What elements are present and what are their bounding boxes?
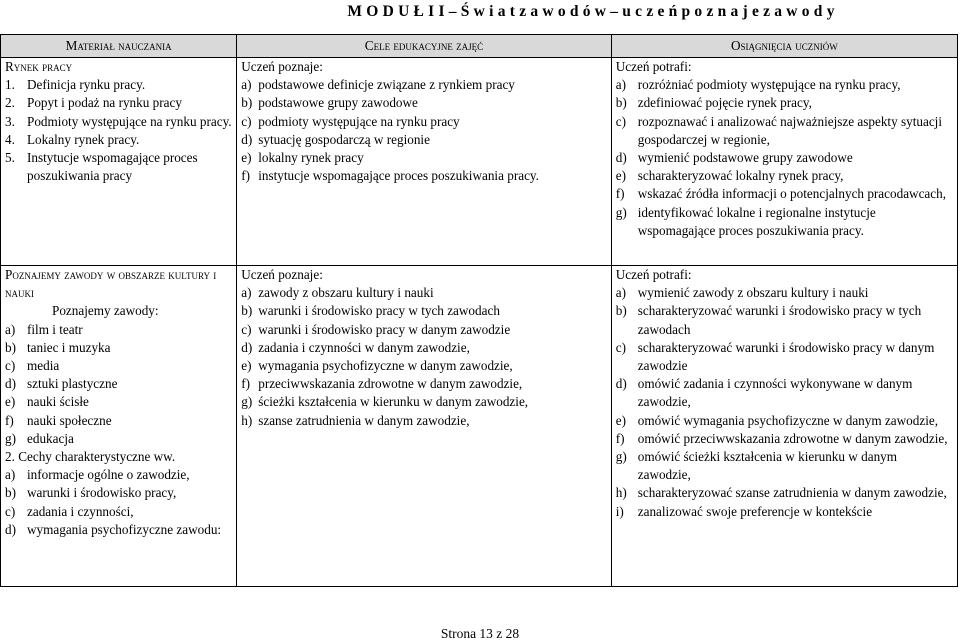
list-item (616, 375, 953, 411)
list-text: scharakteryzować warunki i środowisko pracy w tych zawodach (637, 303, 922, 337)
list-text: omówić wymagania psychofizyczne w danym zawodzie, (637, 412, 939, 428)
page-number: Strona 13 z 28 (440, 626, 520, 641)
list-item (616, 430, 953, 448)
list-text: zanalizować swoje preferencje w kontekście (637, 503, 873, 519)
list-marker: c) (615, 113, 626, 129)
list-marker: g) (241, 394, 253, 410)
list-marker: c) (5, 503, 16, 519)
list-text: podstawowe definicje związane z rynkiem pracy (258, 77, 515, 93)
list-item (241, 393, 607, 411)
list-item (241, 167, 607, 185)
list-text: scharakteryzować warunki i środowisko pracy w danym zawodzie (637, 339, 935, 374)
list-item (5, 466, 232, 484)
list-text: taniec i muzyka (27, 339, 111, 355)
list-text: scharakteryzować lokalny rynek pracy, (637, 168, 844, 184)
list-text: Podmioty występujące na rynku pracy. (27, 113, 232, 129)
achievements-lead: Uczeń potrafi: (615, 267, 692, 282)
list-text: wymagania psychofizyczne zawodu: (27, 521, 222, 537)
list-marker: f) (5, 412, 14, 428)
list-item (5, 393, 232, 411)
list-text: identyfikować lokalne i regionalne instytucje wspomagające proces poszukiwania pracy. (637, 204, 876, 238)
list-item (616, 113, 953, 149)
list-item (616, 185, 953, 203)
list-marker: 5. (5, 150, 15, 166)
list-marker: d) (615, 376, 627, 392)
list-item (241, 94, 607, 112)
list-marker: d) (615, 150, 627, 166)
header-achievements: Osiągnięcia uczniów (611, 35, 957, 58)
list-text: warunki i środowisko pracy w danym zawodzie (258, 321, 511, 337)
curriculum-table (0, 34, 958, 587)
list-text: zadania i czynności w danym zawodzie, (258, 339, 470, 355)
list-text: rozpoznawać i analizować najważniejsze aspekty sytuacji gospodarczej w regionie, (637, 113, 942, 147)
list-marker: 3. (5, 113, 15, 129)
list-text: nauki społeczne (27, 412, 112, 428)
list-item (616, 302, 953, 338)
list-marker: f) (241, 376, 251, 392)
list-item (241, 149, 607, 167)
row2-goals-cell (237, 266, 612, 587)
module-title (0, 3, 960, 21)
list-text: zawody z obszaru kultury i nauki (258, 285, 434, 301)
point-2: 2. Cechy charakterystyczne ww. (5, 449, 176, 465)
list-item (241, 76, 607, 94)
list-marker: f) (241, 168, 251, 184)
list-item (5, 321, 232, 339)
list-item (241, 131, 607, 149)
list-marker: d) (241, 131, 253, 147)
list-marker: d) (241, 339, 253, 355)
list-marker: a) (241, 285, 252, 301)
list-text: wskazać źródła informacji o potencjalnych pracodawcach, (637, 186, 947, 202)
list-item (616, 149, 953, 167)
section-title: Rynek pracy (5, 59, 73, 74)
list-text: podstawowe grupy zawodowe (258, 95, 418, 111)
list-marker: d) (5, 521, 16, 537)
list-text: warunki i środowisko pracy w tych zawodach (258, 303, 500, 319)
list-text: Lokalny rynek pracy. (27, 131, 140, 147)
list-item (616, 204, 953, 240)
list-marker: d) (5, 376, 16, 392)
list-marker: e) (241, 150, 252, 166)
list-text: omówić przeciwwskazania zdrowotne w danym zawodzie, (637, 430, 948, 446)
list-text: sztuki plastyczne (27, 376, 118, 392)
list-marker: a) (5, 467, 16, 483)
list-marker: 1. (5, 77, 15, 93)
list-text: instytucje wspomagające proces poszukiwania pracy. (258, 168, 539, 184)
list-marker: h) (615, 485, 627, 501)
list-marker: c) (241, 321, 252, 337)
list-marker: g) (615, 204, 627, 220)
list-marker: c) (241, 113, 252, 129)
list-marker: f) (615, 186, 625, 202)
goals-lead: Uczeń poznaje: (241, 59, 323, 74)
list-item (241, 412, 607, 430)
list-item (616, 412, 953, 430)
list-text: zdefiniować pojęcie rynek pracy, (637, 95, 812, 111)
achievements-lead: Uczeń potrafi: (615, 59, 692, 74)
list-item (241, 339, 607, 357)
list-marker: g) (615, 449, 627, 465)
list-text: wymagania psychofizyczne w danym zawodzie, (258, 358, 513, 374)
list-marker: e) (5, 394, 16, 410)
header-goals: Cele edukacyjne zajęć (237, 35, 612, 58)
list-text: nauki ścisłe (27, 394, 89, 410)
list-marker: i) (615, 503, 624, 519)
list-text: film i teatr (27, 321, 83, 337)
list-item (241, 113, 607, 131)
list-item (5, 503, 232, 521)
list-text: rozróżniać podmioty występujące na rynku pracy, (637, 77, 901, 93)
row1-material-cell (1, 58, 237, 266)
list-item (241, 321, 607, 339)
list-marker: c) (5, 358, 16, 374)
list-item (616, 448, 953, 484)
row1-goals-cell (237, 58, 612, 266)
list-text: Instytucje wspomagające proces poszukiwania pracy (27, 150, 198, 184)
list-text: szanse zatrudnienia w danym zawodzie, (258, 412, 470, 428)
list-marker: a) (615, 77, 626, 93)
list-item (5, 149, 232, 185)
list-item (616, 94, 953, 112)
achievements-list (616, 284, 953, 521)
list-item (5, 357, 232, 375)
list-marker: e) (615, 412, 626, 428)
list-text: media (27, 358, 60, 374)
list-marker: b) (615, 303, 627, 319)
list-item (5, 521, 232, 539)
list-item (616, 484, 953, 502)
table-header-row (1, 35, 958, 58)
table-row (1, 266, 958, 587)
list-item (5, 131, 232, 149)
material-list (5, 76, 232, 185)
list-marker: g) (5, 430, 16, 446)
list-text: edukacja (27, 430, 74, 446)
list-marker: b) (5, 485, 16, 501)
list-marker: 4. (5, 131, 15, 147)
list-marker: a) (241, 77, 252, 93)
material-sublist (5, 466, 232, 539)
list-text: wymienić podstawowe grupy zawodowe (637, 150, 853, 166)
list-item (5, 76, 232, 94)
goals-list (241, 76, 607, 185)
table-row (1, 58, 958, 266)
list-text: omówić ścieżki kształcenia w kierunku w danym zawodzie, (637, 449, 898, 483)
list-item (5, 484, 232, 502)
list-text: informacje ogólne o zawodzie, (27, 467, 190, 483)
list-item (616, 284, 953, 302)
list-text: Popyt i podaż na rynku pracy (27, 95, 182, 111)
list-marker: a) (615, 285, 626, 301)
list-item (616, 503, 953, 521)
goals-list (241, 284, 607, 430)
list-item (5, 375, 232, 393)
header-material: Materiał nauczania (1, 35, 237, 58)
row1-achievements-cell (611, 58, 957, 266)
list-marker: b) (615, 95, 627, 111)
list-text: sytuację gospodarczą w regionie (258, 131, 430, 147)
list-item (616, 167, 953, 185)
list-marker: a) (5, 321, 16, 337)
list-text: omówić zadania i czynności wykonywane w danym zawodzie, (637, 376, 913, 410)
list-text: zadania i czynności, (27, 503, 134, 519)
list-item (616, 339, 953, 375)
list-marker: b) (241, 95, 253, 111)
list-item (5, 339, 232, 357)
list-text: warunki i środowisko pracy, (27, 485, 177, 501)
list-item (5, 430, 232, 448)
list-item (5, 94, 232, 112)
list-text: scharakteryzować szanse zatrudnienia w danym zawodzie, (637, 485, 947, 501)
list-marker: 2. (5, 95, 15, 111)
list-text: lokalny rynek pracy (258, 150, 364, 166)
row2-achievements-cell (611, 266, 957, 587)
section-subtitle: Poznajemy zawody: (52, 303, 159, 319)
list-item (241, 302, 607, 320)
list-text: ścieżki kształcenia w kierunku w danym zawodzie, (258, 394, 529, 410)
list-item (241, 375, 607, 393)
list-marker: b) (5, 339, 16, 355)
module-title-text: M O D U Ł I I – Ś w i a t z a w o d ó w – u c z e ń p o z n a j e z a w o d y (347, 3, 835, 20)
achievements-list (616, 76, 953, 240)
list-item (5, 113, 232, 131)
list-item (241, 284, 607, 302)
list-marker: b) (241, 303, 253, 319)
list-marker: c) (615, 339, 626, 355)
material-list (5, 321, 232, 448)
list-item (5, 412, 232, 430)
section-title: Poznajemy zawody w obszarze kultury i nauki (5, 267, 217, 301)
row2-material-cell (1, 266, 237, 587)
list-marker: e) (615, 168, 626, 184)
list-text: przeciwwskazania zdrowotne w danym zawodzie, (258, 376, 523, 392)
list-marker: e) (241, 358, 252, 374)
list-text: Definicja rynku pracy. (27, 77, 146, 93)
list-text: podmioty występujące na rynku pracy (258, 113, 460, 129)
list-text: wymienić zawody z obszaru kultury i nauki (637, 285, 869, 301)
list-marker: f) (615, 430, 625, 446)
goals-lead: Uczeń poznaje: (241, 267, 323, 282)
list-marker: h) (241, 412, 253, 428)
list-item (616, 76, 953, 94)
list-item (241, 357, 607, 375)
